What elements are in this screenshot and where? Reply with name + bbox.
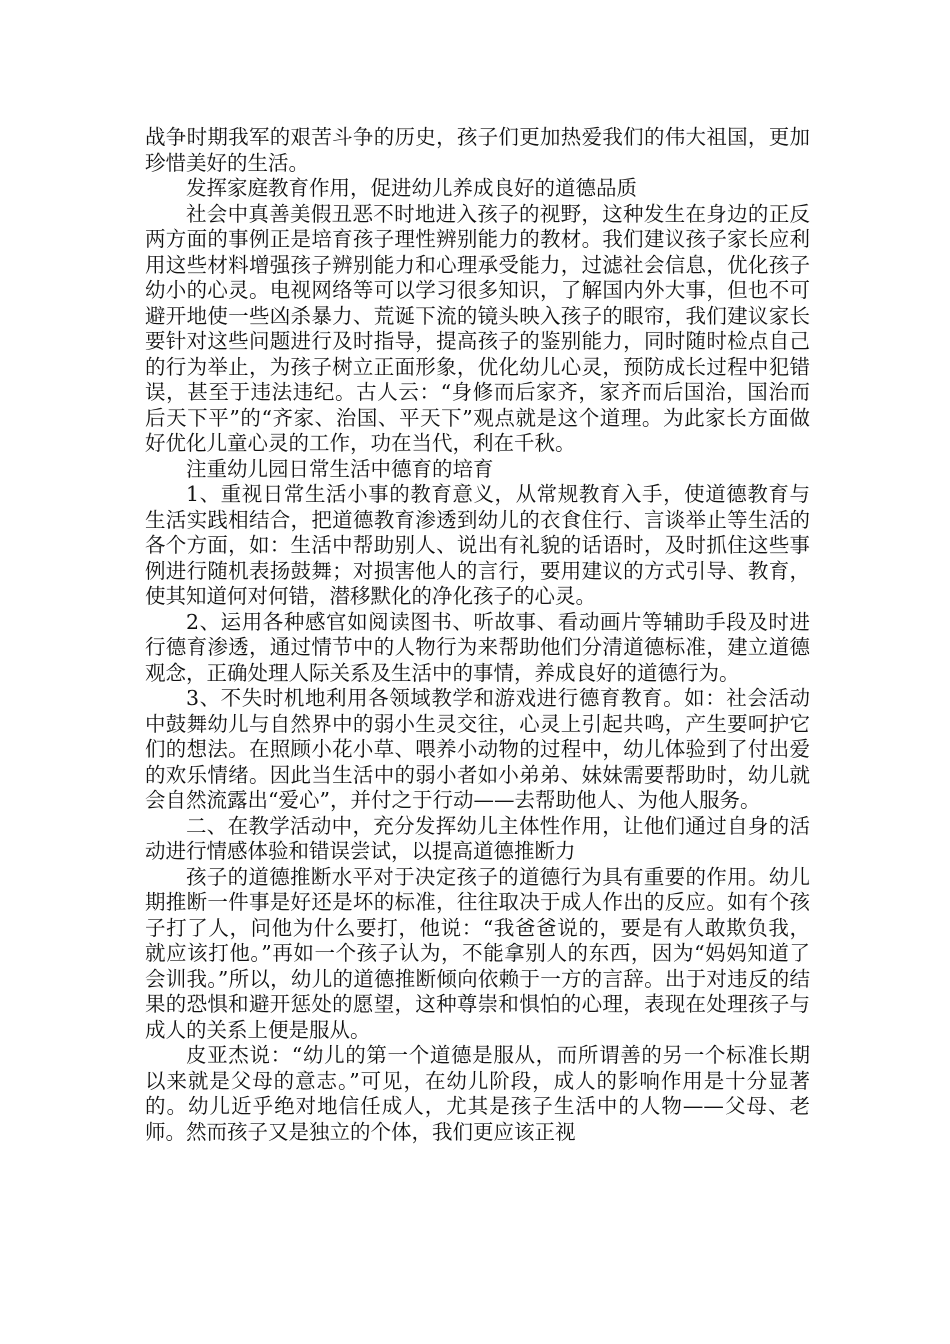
document-page [145,125,810,1145]
paragraph-family-education: 社会中真善美假丑恶不时地进入孩子的视野，这种发生在身边的正反两方面的事例正是培育孩子理性辨别能力的教材。我们建议孩子家长应利用这些材料增强孩子辨别能力和心理承受能力，过滤社会信息，优化孩子幼小的心灵。电视网络等可以学习很多知识，了解国内外大事，但也不可避开地使一些凶杀暴力、荒诞下流的镜头映入孩子的眼帘，我们建议家长要针对这些问题进行及时指导，提高孩子的鉴别能力，同时随时检点自己的行为举止，为孩子树立正面形象，优化幼儿心灵，预防成长过程中犯错误，甚至于违法违纪。古人云：“身修而后家齐，家齐而后国治，国治而后天下平”的“齐家、治国、平天下”观点就是这个道理。为此家长方面做好优化儿童心灵的工作，功在当代，利在千秋。 [145,201,810,455]
section-heading-kindergarten-life: 注重幼儿园日常生活中德育的培育 [186,456,494,481]
section-heading-family-education: 发挥家庭教育作用，促进幼儿养成良好的道德品质 [186,176,637,200]
section-heading-teaching-activities: 二、在教学活动中，充分发挥幼儿主体性作用，让他们通过自身的活动进行情感体验和错误尝试，以提高道德推断力 [145,813,810,863]
paragraph-moral-judgment: 孩子的道德推断水平对于决定孩子的道德行为具有重要的作用。幼儿期推断一件事是好还是坏的标准，往往取决于成人作出的反应。如有个孩子打了人，问他为什么要打，他说：“我爸爸说的，要是有人敢欺负我，就应该打他。”再如一个孩子认为，不能拿别人的东西，因为“妈妈知道了会训我。”所以，幼儿的道德推断倾向依赖于一方的言辞。出于对违反的结果的恐惧和避开惩处的愿望，这种尊崇和惧怕的心理，表现在处理孩子与成人的关系上便是服从。 [145,864,810,1042]
paragraph-item-1: 1、重视日常生活小事的教育意义，从常规教育入手，使道德教育与生活实践相结合，把道德教育渗透到幼儿的衣食住行、言谈举止等生活的各个方面，如：生活中帮助别人、说出有礼貌的话语时，及时抓住这些事例进行随机表扬鼓舞；对损害他人的言行，要用建议的方式引导、教育，使其知道何对何错，潜移默化的净化孩子的心灵。 [145,482,810,608]
paragraph-item-3: 3、不失时机地利用各领域教学和游戏进行德育教育。如：社会活动中鼓舞幼儿与自然界中的弱小生灵交往，心灵上引起共鸣，产生要呵护它们的想法。在照顾小花小草、喂养小动物的过程中，幼儿体验到了付出爱的欢乐情绪。因此当生活中的弱小者如小弟弟、妹妹需要帮助时，幼儿就会自然流露出“爱心”，并付之于行动——去帮助他人、为他人服务。 [145,686,810,812]
paragraph-item-2: 2、运用各种感官如阅读图书、听故事、看动画片等辅助手段及时进行德育渗透，通过情节中的人物行为来帮助他们分清道德标准，建立道德观念，正确处理人际关系及生活中的事情，养成良好的道德行为。 [145,609,810,685]
paragraph-piaget: 皮亚杰说：“幼儿的第一个道德是服从，而所谓善的另一个标准长期以来就是父母的意志。”可见，在幼儿阶段，成人的影响作用是十分显著的。幼儿近乎绝对地信任成人，尤其是孩子生活中的人物——父母、老师。然而孩子又是独立的个体，我们更应该正视 [145,1043,810,1144]
paragraph-continuation: 战争时期我军的艰苦斗争的历史，孩子们更加热爱我们的伟大祖国，更加珍惜美好的生活。 [145,125,810,175]
